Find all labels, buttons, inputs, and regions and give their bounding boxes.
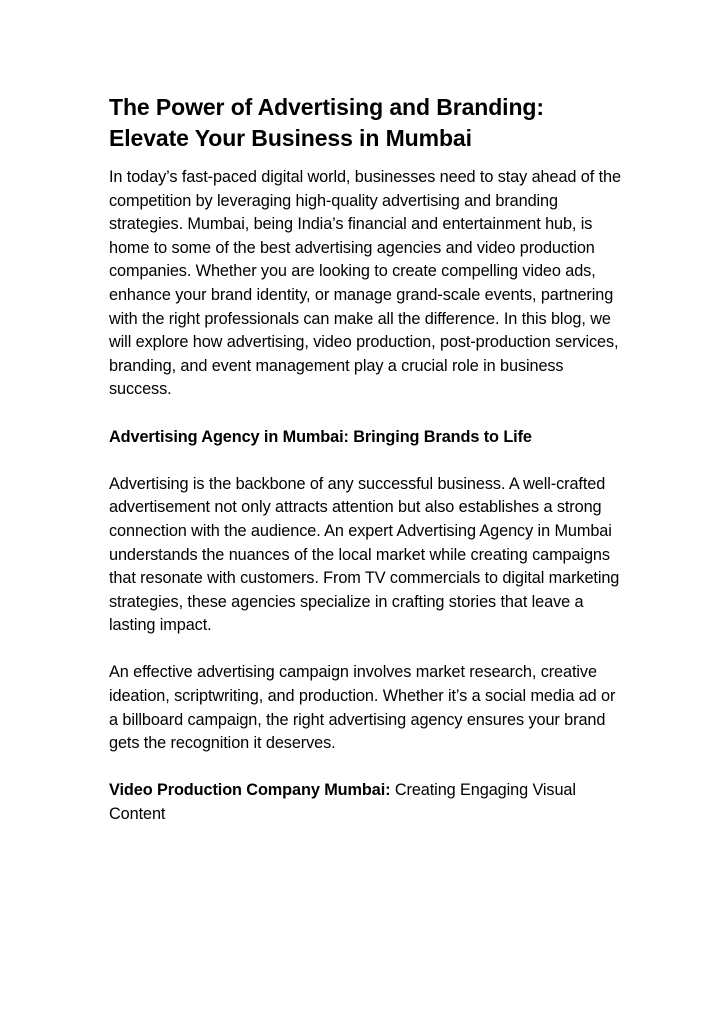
spacer bbox=[109, 756, 621, 780]
intro-paragraph: In today’s fast-paced digital world, businesses need to stay ahead of the competition by leveraging high-quality advertising and branding strategies. Mumbai, being India’s financial and entertainment hub, is home to some of the best advertising agencies and video production companies. Whether you are looking to create compelling video ads, enhance your brand identity, or manage grand-scale events, partnering with the right professionals can make all the difference. In this blog, we will explore how advertising, video production, post-production services, branding, and event management play a crucial role in business success. bbox=[109, 168, 621, 399]
section-heading-video-production bbox=[109, 779, 621, 826]
section-heading-video-production-rest: Creating Engaging Visual Content bbox=[109, 781, 576, 824]
page-title: The Power of Advertising and Branding: Elevate Your Business in Mumbai bbox=[109, 94, 544, 151]
section-heading-video-production-bold: Video Production Company Mumbai: bbox=[109, 781, 391, 800]
spacer bbox=[109, 638, 621, 662]
section-heading-advertising: Advertising Agency in Mumbai: Bringing Brands to Life bbox=[109, 427, 532, 446]
advertising-paragraph-1: Advertising is the backbone of any successful business. A well-crafted advertisement not only attracts attention but also establishes a strong connection with the audience. An expert Advertising Agency in Mumbai understands the nuances of the local market while creating campaigns that resonate with customers. From TV commercials to digital marketing strategies, these agencies specialize in crafting stories that leave a lasting impact. bbox=[109, 474, 620, 635]
document-page bbox=[109, 92, 621, 827]
advertising-paragraph-2: An effective advertising campaign involves market research, creative ideation, scriptwriting, and production. Whether it’s a social media ad or a billboard campaign, the right advertising agency ensures your brand gets the recognition it deserves. bbox=[109, 663, 616, 753]
spacer bbox=[109, 402, 621, 426]
spacer bbox=[109, 449, 621, 473]
